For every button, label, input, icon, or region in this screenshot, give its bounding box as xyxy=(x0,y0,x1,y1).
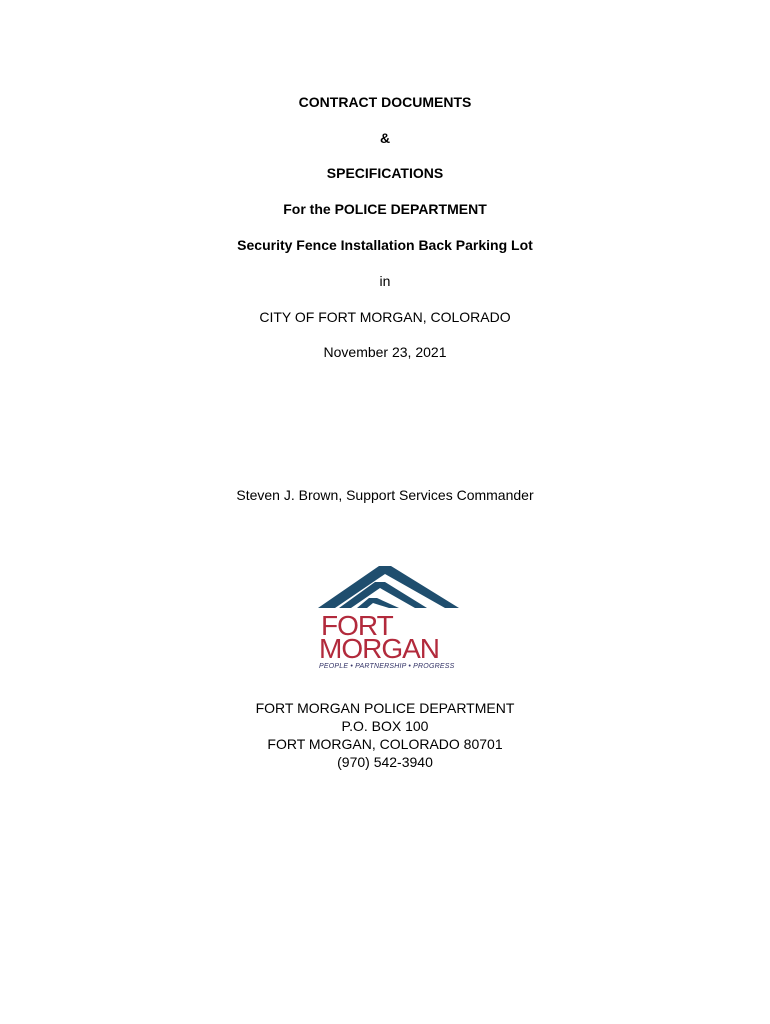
ampersand-line: & xyxy=(379,130,391,146)
logo-morgan-text: MORGAN xyxy=(319,633,439,664)
address-block xyxy=(0,699,770,771)
address-city-zip: FORT MORGAN, COLORADO 80701 xyxy=(267,736,503,752)
project-title: Security Fence Installation Back Parking Lot xyxy=(237,237,533,253)
logo-tagline: PEOPLE • PARTNERSHIP • PROGRESS xyxy=(319,663,455,670)
address-po-box: P.O. BOX 100 xyxy=(341,718,429,734)
in-line: in xyxy=(379,273,391,289)
signer-line: Steven J. Brown, Support Services Commander xyxy=(236,487,534,503)
logo-fort-text: FORT xyxy=(321,610,393,641)
fort-morgan-logo xyxy=(313,562,465,676)
specifications-heading: SPECIFICATIONS xyxy=(326,165,444,181)
address-phone: (970) 542-3940 xyxy=(337,754,433,770)
document-title: CONTRACT DOCUMENTS xyxy=(298,94,472,110)
city-line: CITY OF FORT MORGAN, COLORADO xyxy=(259,309,511,325)
document-date: November 23, 2021 xyxy=(323,344,447,360)
address-org: FORT MORGAN POLICE DEPARTMENT xyxy=(255,700,515,716)
department-line: For the POLICE DEPARTMENT xyxy=(283,201,487,217)
